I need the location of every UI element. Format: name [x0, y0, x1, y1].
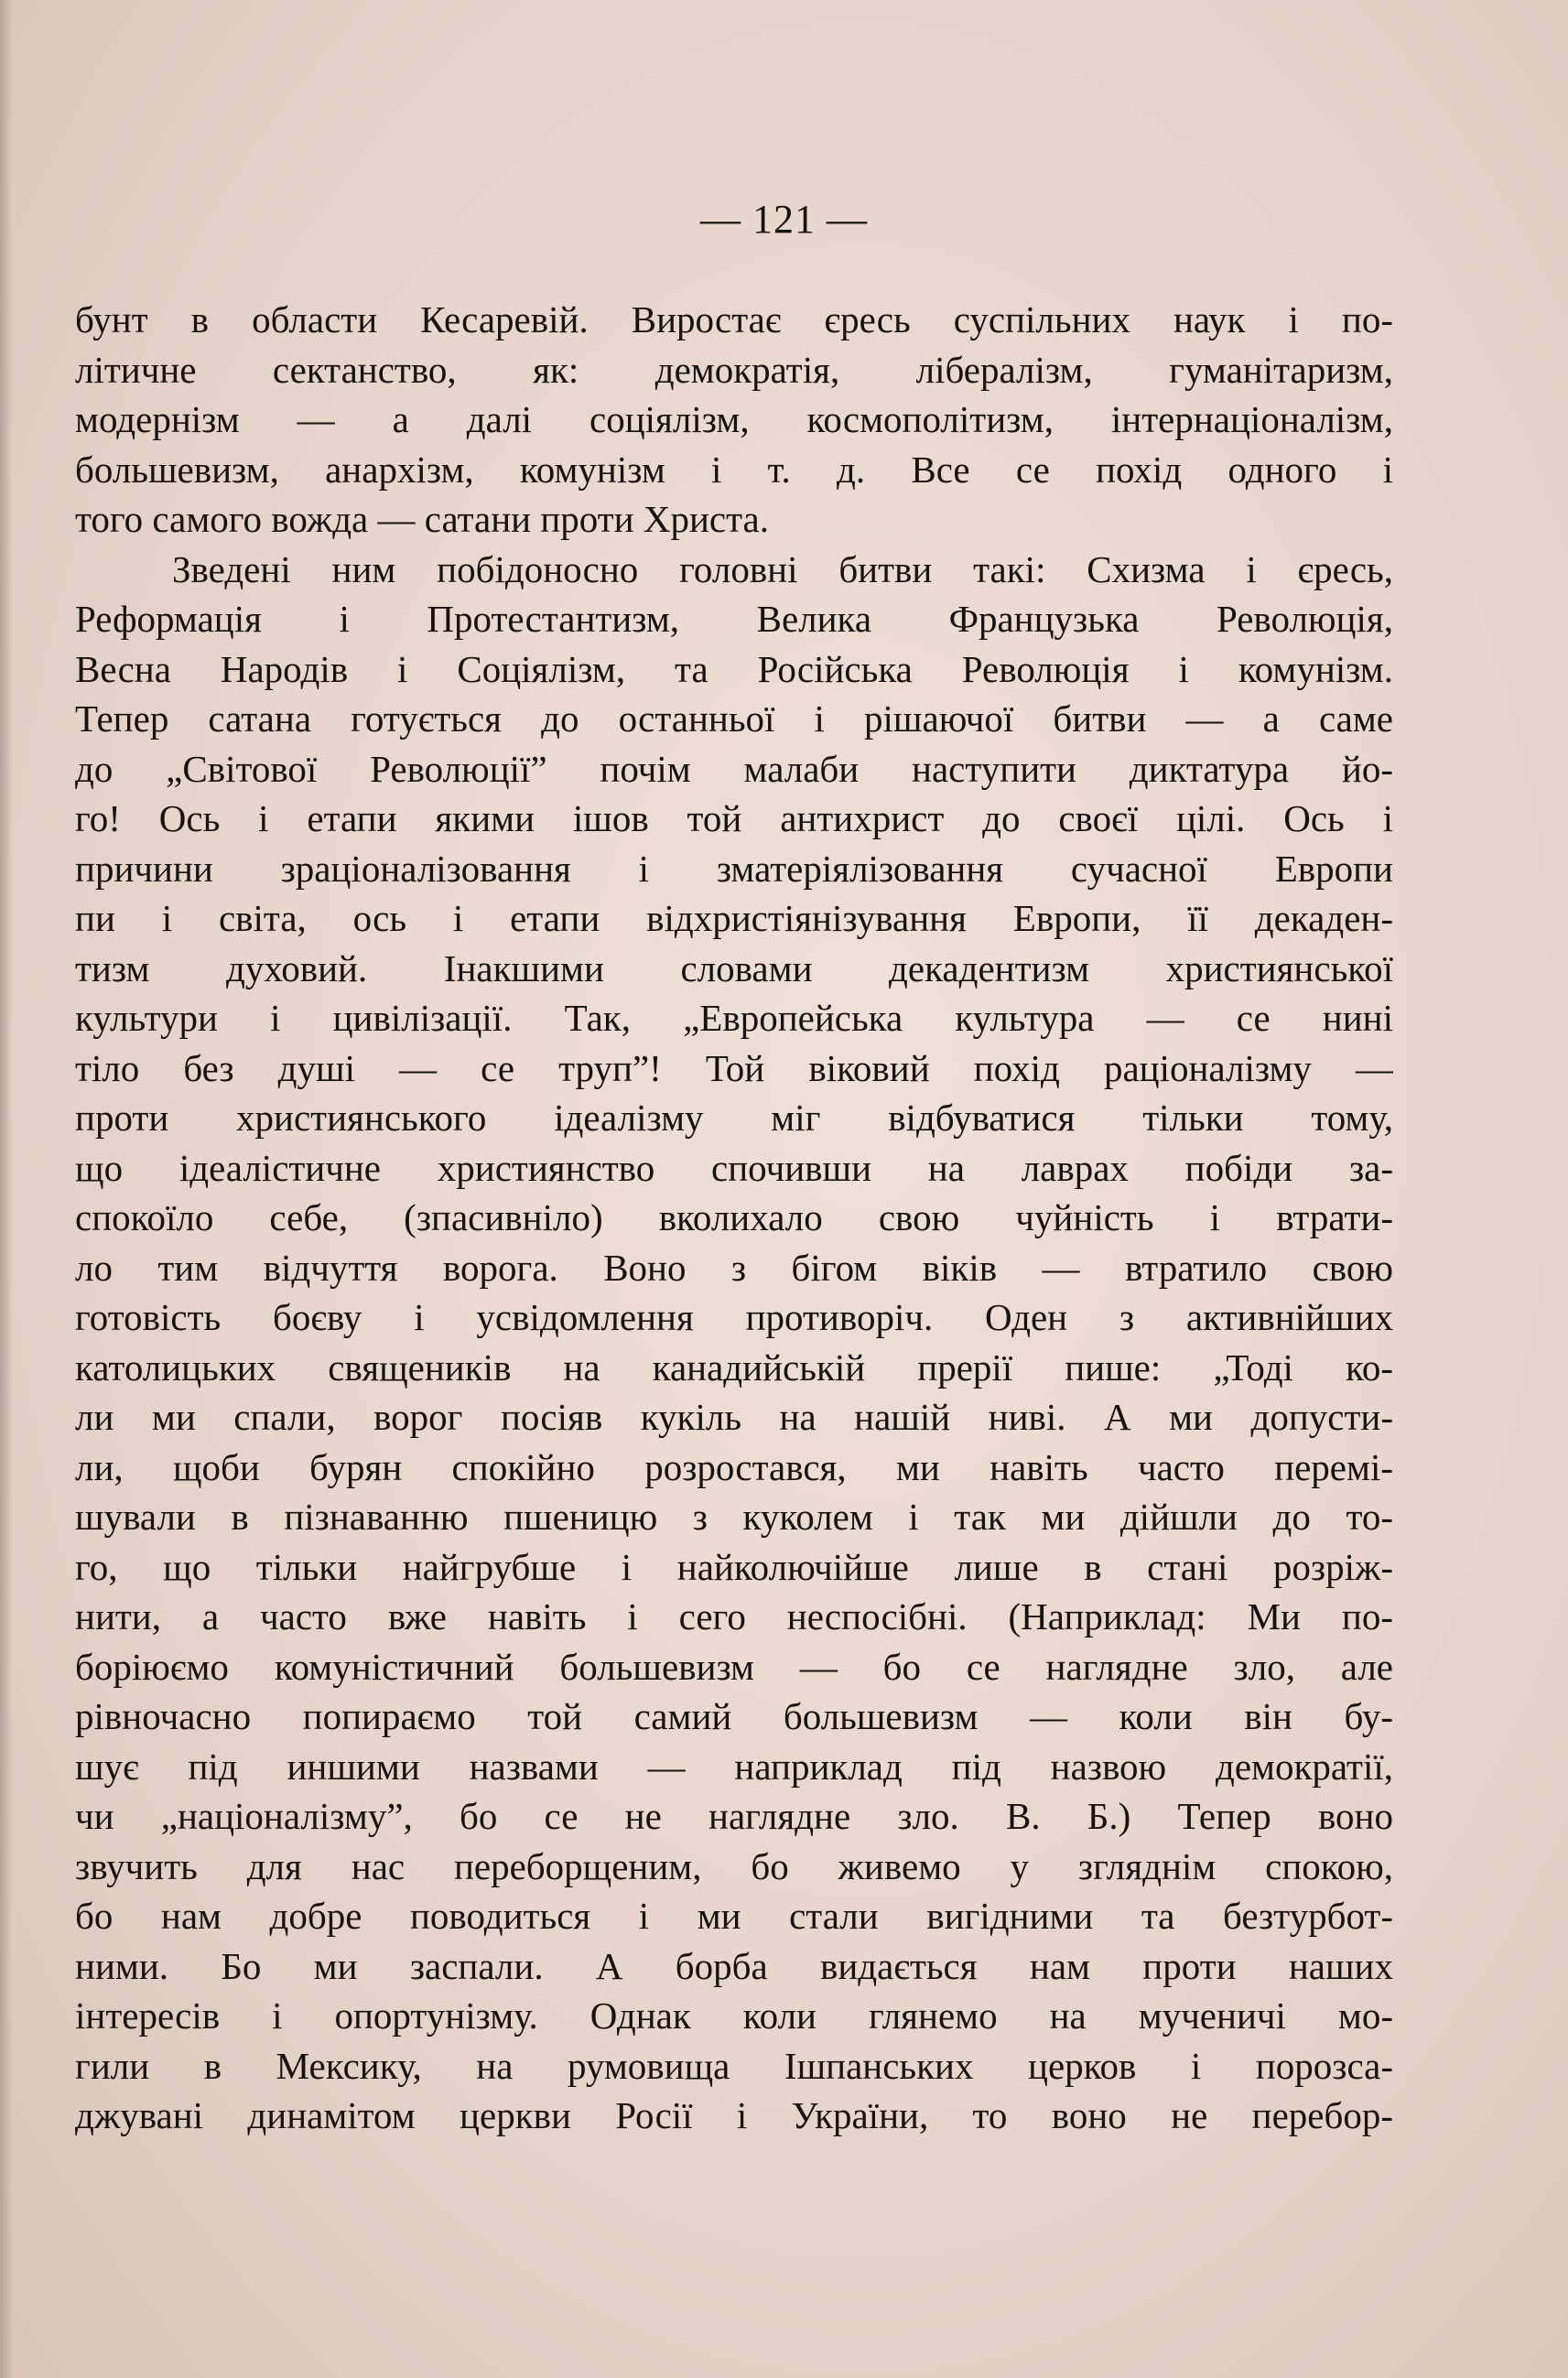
text-line: причини зраціоналізовання і зматеріялізовання сучасної Европи: [75, 847, 1393, 890]
text-line: ли ми спали, ворог посіяв кукіль на нашій ниві. А ми допусти-: [75, 1396, 1393, 1438]
text-line: го! Ось і етапи якими ішов той антихрист до своєї цілі. Ось і: [75, 797, 1393, 839]
text-line: культури і цивілізації. Так, „Европейська культура — се нині: [75, 997, 1393, 1039]
text-line: ло тим відчуття ворога. Воно з бігом віків — втратило свою: [75, 1246, 1393, 1289]
text-line: Реформація і Протестантизм, Велика Французька Революція,: [75, 598, 1393, 640]
text-line: рівночасно попираємо той самий большевизм — коли він бу-: [75, 1695, 1393, 1737]
text-line: до „Світової Революції” почім малаби наступити диктатура йо-: [75, 747, 1393, 790]
text-line: боріюємо комуністичний большевизм — бо се наглядне зло, але: [75, 1645, 1393, 1688]
text-line: шували в пізнаванню пшеницю з куколем і так ми дійшли до то-: [75, 1496, 1393, 1538]
text-line: ними. Бо ми заспали. А борба видається нам проти наших: [75, 1944, 1393, 1987]
text-line: Зведені ним побідоносно головні битви такі: Схизма і єресь,: [172, 547, 1393, 590]
text-line: звучить для нас переборщеним, бо живемо у згляднім спокою,: [75, 1844, 1393, 1887]
text-line: тизм духовий. Інакшими словами декадентизм християнської: [75, 946, 1393, 989]
text-line: го, що тільки найгрубше і найколючійше лише в стані розріж-: [75, 1545, 1393, 1588]
text-line: гили в Мексику, на румовища Ішпанських церков і порозса-: [75, 2044, 1393, 2087]
page-number: — 121 —: [700, 197, 868, 242]
text-line: що ідеалістичне християнство спочивши на лаврах побіди за-: [75, 1146, 1393, 1189]
text-line: спокоїло себе, (зпасивніло) вколихало свою чуйність і втрати-: [75, 1196, 1393, 1238]
page-edge-shadow: [0, 0, 13, 2378]
text-line: пи і світа, ось і етапи відхристіянізування Европи, її декаден-: [75, 897, 1393, 939]
text-line: шує під иншими назвами — наприклад під назвою демократії,: [75, 1745, 1393, 1788]
text-line: готовість боєву і усвідомлення противоріч. Оден з активнійших: [75, 1296, 1393, 1338]
text-line: бо нам добре поводиться і ми стали вигідними та безтурбот-: [75, 1895, 1393, 1937]
text-line: модернізм — а далі соціялізм, космополітизм, інтернаціоналізм,: [75, 398, 1393, 440]
text-line: інтересів і опортунізму. Однак коли глянемо на мученичі мо-: [75, 1994, 1393, 2037]
text-line: Весна Народів і Соціялізм, та Російська Революція і комунізм.: [75, 647, 1393, 690]
text-line: літичне сектанство, як: демократія, лібералізм, гуманітаризм,: [75, 348, 1393, 391]
text-line: проти християнського ідеалізму міг відбуватися тільки тому,: [75, 1097, 1393, 1139]
text-line: джувані динамітом церкви Росії і України, то воно не перебор-: [75, 2094, 1393, 2136]
text-line: чи „націоналізму”, бо се не наглядне зло. В. Б.) Тепер воно: [75, 1795, 1393, 1837]
body-text: [75, 295, 1393, 2141]
text-line: того самого вожда — сатани проти Христа.: [75, 498, 769, 540]
text-line: Тепер сатана готується до останньої і рішаючої битви — а саме: [75, 697, 1393, 740]
text-line: тіло без душі — се труп”! Той віковий похід раціоналізму —: [75, 1046, 1393, 1089]
text-line: нити, а часто вже навіть і сего неспосібні. (Наприклад: Ми по-: [75, 1595, 1393, 1638]
text-line: ли, щоби бурян спокійно розростався, ми навіть часто перемі-: [75, 1445, 1393, 1488]
text-line: бунт в области Кесаревій. Виростає єресь суспільних наук і по-: [75, 298, 1393, 340]
text-line: католицьких священиків на канадийській прерії пише: „Тоді ко-: [75, 1346, 1393, 1389]
text-line: большевизм, анархізм, комунізм і т. д. Все се похід одного і: [75, 448, 1393, 491]
